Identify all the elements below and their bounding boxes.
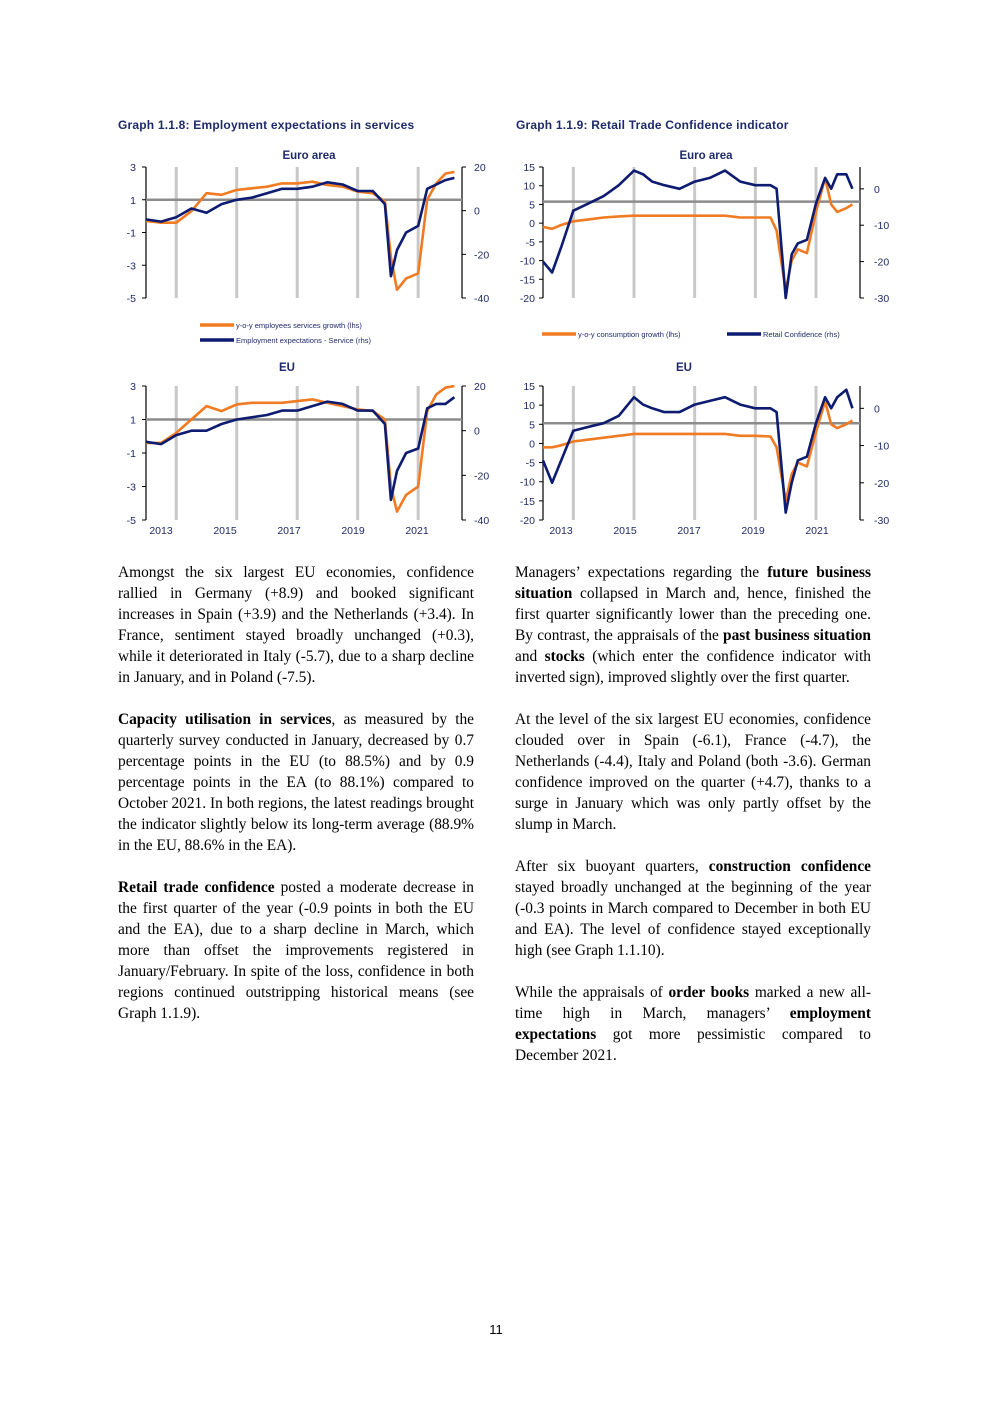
y-tick-label-left: -1 [126, 227, 136, 240]
y-tick-label-left: -5 [126, 515, 136, 527]
paragraph-services-countries: Amongst the six largest EU economies, confidence rallied in Germany (+8.9) and booked significant increases in Spain (+3.9) and the Netherlands (+3.4). In France, sentiment stayed broadly unchanged (+0.3), while it deteriorated in Italy (-5.7), due to a sharp decline in January, and in Poland (-7.5). [118, 564, 474, 686]
bold-term: stocks [544, 648, 585, 665]
paragraph-retail-confidence [118, 877, 474, 1024]
x-tick-label: 2019 [741, 525, 765, 537]
y-tick-label-left: 15 [523, 162, 535, 174]
y-tick-label-right: 0 [874, 403, 880, 416]
y-tick-label-right: -30 [874, 515, 890, 527]
paragraph-construction-confidence [515, 856, 871, 961]
x-tick-label: 2021 [405, 525, 429, 537]
y-tick-label-left: -10 [519, 476, 535, 489]
paragraph-text: (which enter the confidence indicator with inverted sign), improved slightly over the first quarter. [515, 648, 871, 686]
y-tick-label-left: 1 [130, 194, 136, 207]
series-line-lhs [146, 386, 454, 512]
paragraph-text: posted a moderate decrease in the first quarter of the year (-0.9 points in both the EU and the EA), due to a sharp decline in March, which more than offset the improvements registered in January/February. In spite of the loss, confidence in both regions continued outstripping historical means (see Graph 1.1.9). [118, 879, 475, 1022]
y-tick-label-left: -20 [519, 293, 535, 305]
paragraph-text: , as measured by the quarterly survey conducted in January, decreased by 0.7 percentage points in the EU (to 88.5%) and by 0.9 percentage points in the EA (to 88.1%) compared to October 2021. In both regions, the latest readings brought the indicator slightly below its long-term average (88.9% in the EU, 88.6% in the EA). [118, 711, 475, 854]
y-tick-label-left: -15 [519, 274, 535, 287]
graph-1-1-9-title: Graph 1.1.9: Retail Trade Confidence indicator [516, 118, 789, 132]
y-tick-label-left: -5 [126, 293, 136, 305]
paragraph-text: and [515, 648, 545, 665]
y-tick-label-left: 15 [523, 381, 535, 393]
chart-title: Euro area [679, 150, 733, 162]
paragraph-text: While the appraisals of [515, 984, 669, 1001]
y-tick-label-right: -20 [874, 477, 890, 490]
y-tick-label-right: -10 [874, 220, 890, 233]
paragraph-text: got more pessimistic compared to December 2021. [515, 1026, 871, 1064]
x-tick-label: 2013 [549, 525, 573, 537]
bold-term: future business situation [515, 564, 871, 602]
y-tick-label-left: 3 [130, 162, 136, 174]
series-line-rhs [146, 178, 454, 276]
y-tick-label-right: 0 [474, 205, 480, 218]
y-tick-label-left: -5 [525, 457, 535, 470]
paragraph-text: collapsed in March and, hence, finished the first quarter significantly lower than the preceding one. By contrast, the appraisals of the [515, 585, 871, 644]
paragraph-capacity-utilisation [118, 709, 474, 856]
y-tick-label-right: -20 [474, 249, 490, 262]
x-axis-labels-left [149, 525, 429, 537]
x-axis-labels-right [549, 525, 829, 537]
chart-title: EU [676, 362, 692, 374]
series-line-rhs [543, 390, 852, 513]
y-tick-label-left: 3 [130, 381, 136, 393]
y-tick-label-left: -5 [525, 236, 535, 249]
bold-term: order books [668, 984, 750, 1001]
page-number: 11 [489, 1322, 503, 1337]
paragraph-text: Managers’ expectations regarding the [515, 564, 768, 581]
chart-retail-euro-area [520, 150, 890, 305]
x-tick-label: 2017 [677, 525, 701, 537]
graph-1-1-8-title: Graph 1.1.8: Employment expectations in services [118, 118, 415, 132]
y-tick-label-right: -10 [874, 440, 890, 453]
paragraph-text: stayed broadly unchanged at the beginning of the year (-0.3 points in March compared to December in both EU and EA). The level of confidence stayed exceptionally high (see Graph 1.1.10). [515, 879, 871, 959]
x-tick-label: 2017 [277, 525, 301, 537]
x-tick-label: 2015 [613, 525, 637, 537]
x-tick-label: 2019 [341, 525, 365, 537]
y-tick-label-right: 20 [474, 162, 486, 174]
legend-retail [542, 330, 840, 339]
y-tick-label-left: 5 [529, 199, 535, 212]
y-tick-label-left: 5 [529, 419, 535, 432]
chart-title: Euro area [282, 150, 336, 162]
y-tick-label-left: -15 [519, 495, 535, 508]
chart-employment-eu [127, 362, 490, 527]
y-tick-label-left: -3 [126, 260, 136, 273]
x-tick-label: 2013 [149, 525, 173, 537]
paragraph-order-books [515, 982, 871, 1066]
y-tick-label-left: 10 [523, 400, 535, 413]
y-tick-label-right: 0 [474, 425, 480, 438]
legend-employment [200, 321, 372, 345]
paragraph-text: After six buoyant quarters, [515, 858, 709, 875]
bold-term: past business situation [723, 627, 871, 644]
y-tick-label-left: -3 [126, 481, 136, 494]
y-tick-label-right: 0 [874, 183, 880, 196]
y-tick-label-right: -40 [474, 293, 490, 305]
y-tick-label-right: -40 [474, 515, 490, 527]
legend-label: Retail Confidence (rhs) [763, 330, 840, 339]
series-line-lhs [543, 401, 852, 501]
bold-term: employment expectations [515, 1005, 871, 1043]
bold-term: construction confidence [708, 858, 872, 875]
left-text-column [118, 562, 474, 1045]
bold-term: Retail trade confidence [118, 879, 275, 896]
chart-retail-eu [520, 362, 890, 527]
paragraph-text: marked a new all-time high in March, managers’ [515, 984, 871, 1022]
x-tick-label: 2021 [805, 525, 829, 537]
y-tick-label-left: 0 [529, 438, 535, 451]
y-tick-label-left: 1 [130, 414, 136, 427]
y-tick-label-right: 20 [474, 381, 486, 393]
series-line-lhs [543, 178, 852, 290]
y-tick-label-left: 0 [529, 218, 535, 231]
y-tick-label-left: -20 [519, 515, 535, 527]
chart-title: EU [279, 362, 295, 374]
y-tick-label-right: -30 [874, 293, 890, 305]
bold-term: Capacity utilisation in services [118, 711, 332, 728]
chart-employment-euro-area [127, 150, 490, 305]
charts-canvas [0, 0, 992, 560]
x-tick-label: 2015 [213, 525, 237, 537]
paragraph-retail-expectations [515, 562, 871, 688]
legend-label: Employment expectations - Service (rhs) [236, 336, 372, 345]
right-text-column [515, 562, 871, 1087]
legend-label: y-o-y employees services growth (lhs) [236, 321, 362, 330]
y-tick-label-right: -20 [874, 256, 890, 269]
y-tick-label-left: -1 [126, 448, 136, 460]
y-tick-label-left: 10 [523, 180, 535, 193]
series-line-rhs [146, 397, 454, 500]
y-tick-label-right: -20 [474, 470, 490, 483]
y-tick-label-left: -10 [519, 255, 535, 268]
series-line-rhs [543, 171, 852, 298]
legend-label: y-o-y consumption growth (lhs) [578, 330, 681, 339]
paragraph-retail-countries: At the level of the six largest EU economies, confidence clouded over in Spain (-6.1), France (-4.7), the Netherlands (-4.4), Italy and Poland (both -3.6). German confidence improved on the quarter (+4.7), thanks to a surge in January which was only partly offset by the slump in March. [515, 711, 871, 833]
